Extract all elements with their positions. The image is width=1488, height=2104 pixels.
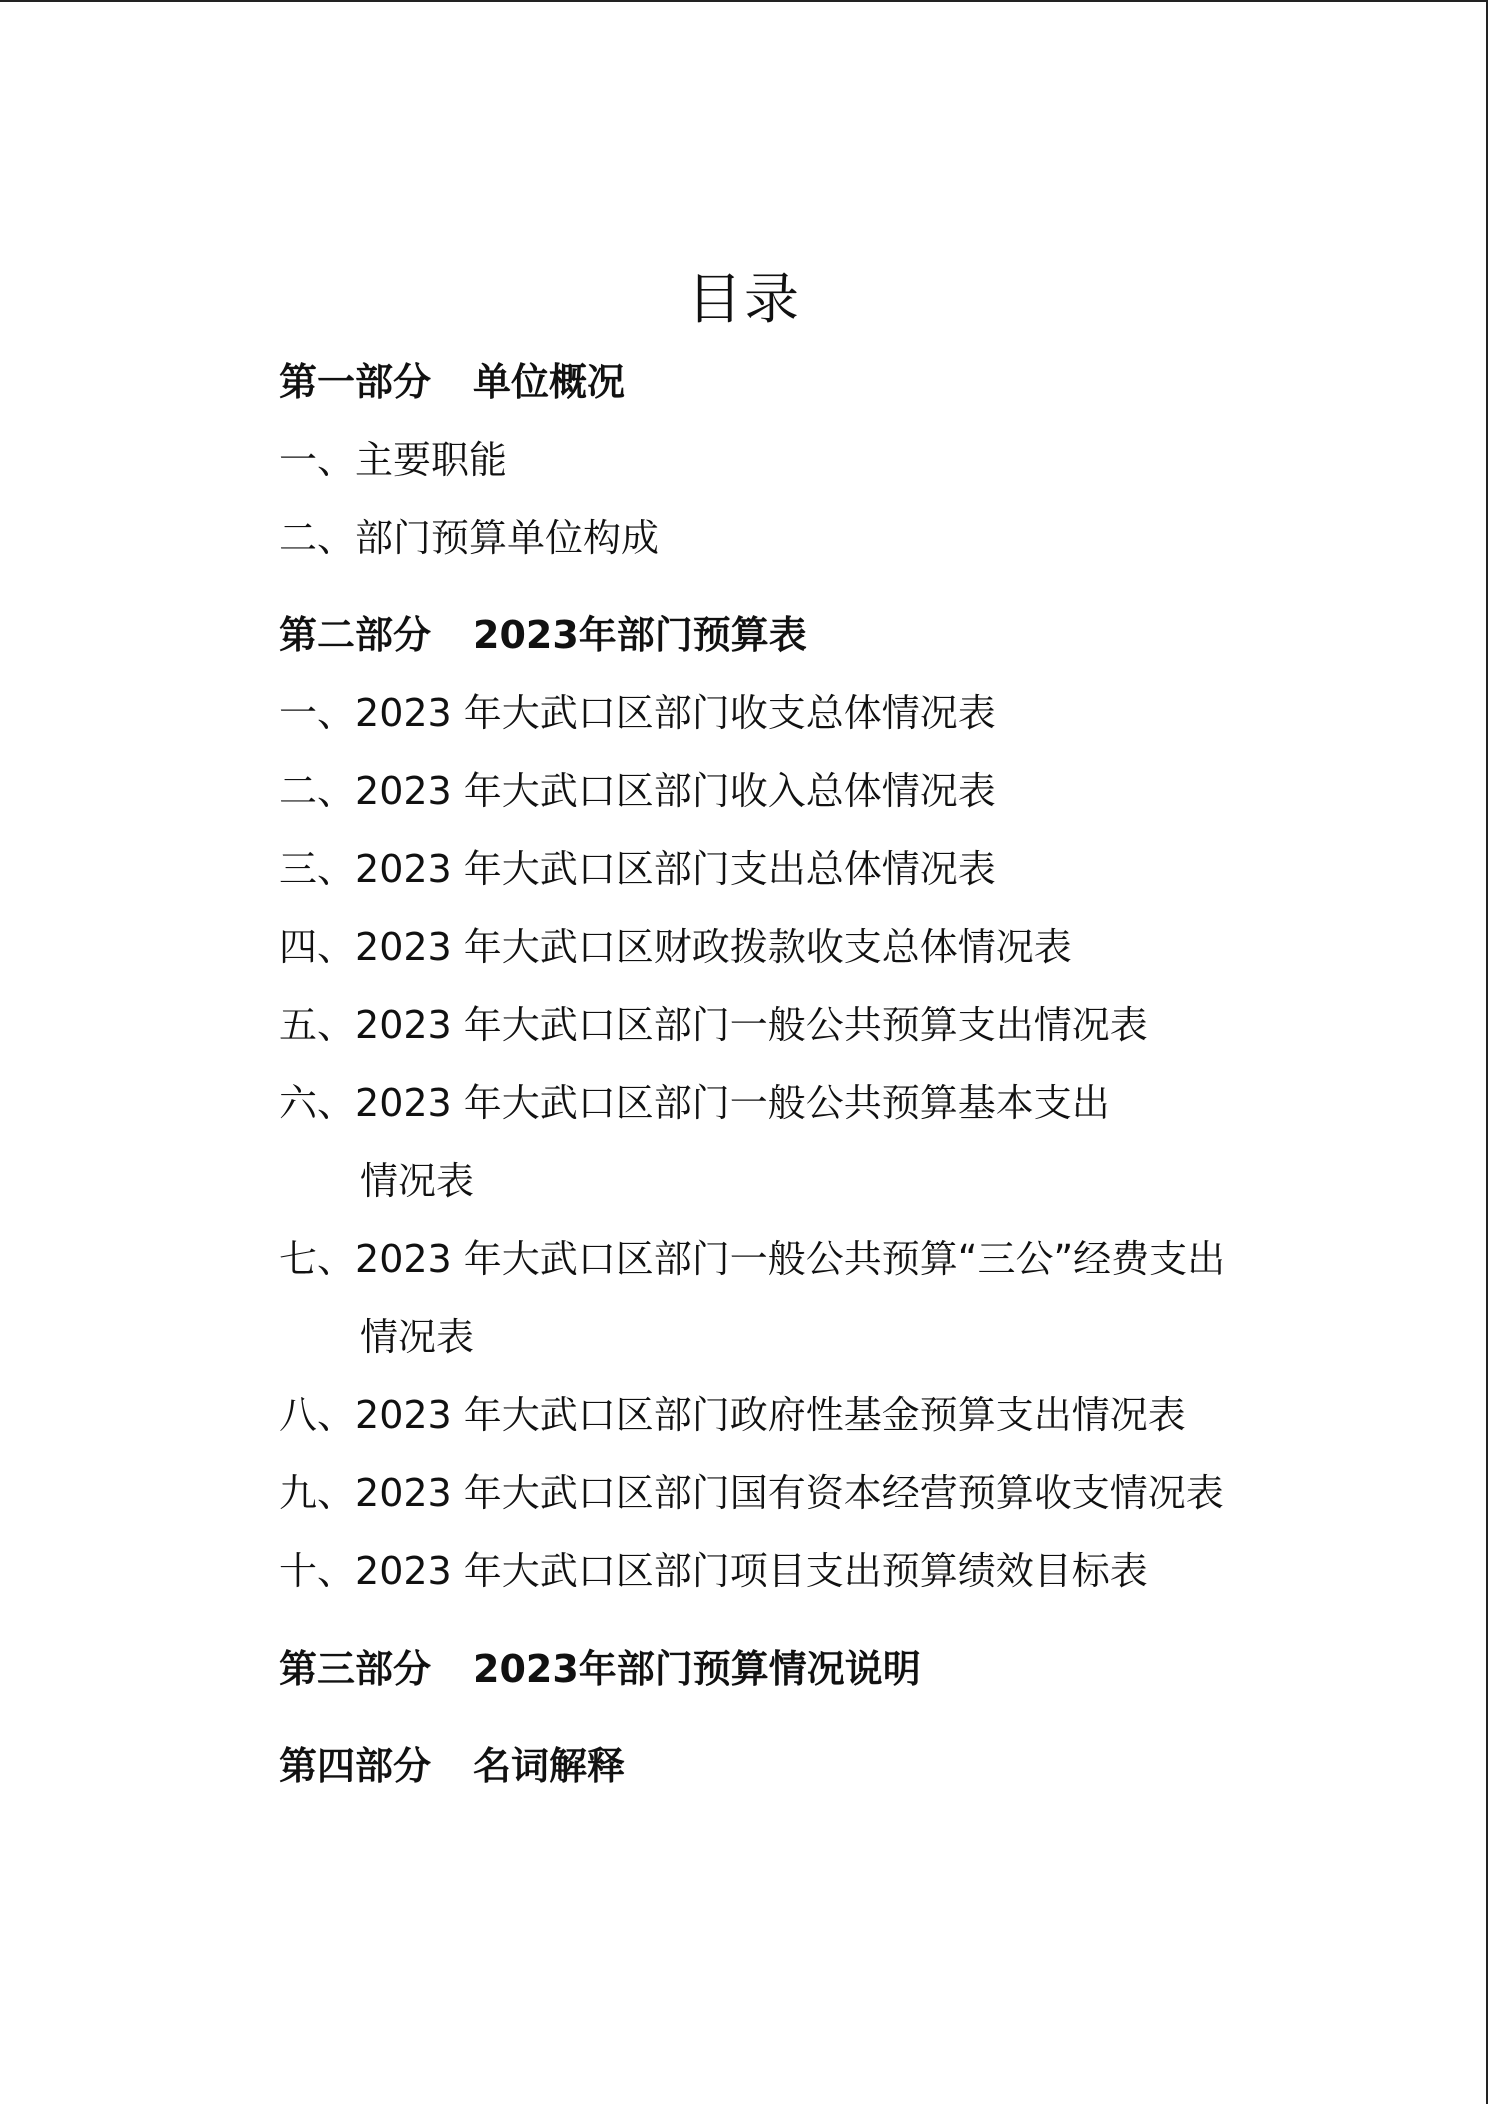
toc-part-text: 2023年部门预算情况说明 <box>473 1647 921 1691</box>
toc-item <box>279 1390 1186 1440</box>
toc-part-label: 第二部分 <box>279 613 432 657</box>
toc-item-text: 2023 年大武口区部门国有资本经营预算收支情况表 <box>355 1471 1224 1515</box>
toc-item <box>279 688 996 738</box>
toc-part-3 <box>279 1644 921 1694</box>
toc-item-label: 一、 <box>279 438 356 482</box>
toc-item-continuation: 情况表 <box>360 1315 475 1359</box>
toc-item <box>279 1546 1148 1596</box>
toc-part-text: 名词解释 <box>473 1744 626 1788</box>
toc-item <box>279 513 659 563</box>
toc-item <box>279 1000 1148 1050</box>
toc-part-4 <box>279 1741 625 1791</box>
toc-title: 目录 <box>686 267 801 331</box>
toc-item <box>279 1468 1224 1518</box>
toc-part-label: 第四部分 <box>279 1744 432 1788</box>
toc-item-text: 部门预算单位构成 <box>355 516 660 560</box>
toc-item-text: 2023 年大武口区部门一般公共预算支出情况表 <box>355 1003 1148 1047</box>
toc-item-text: 2023 年大武口区部门项目支出预算绩效目标表 <box>355 1549 1148 1593</box>
toc-item-label: 十、 <box>279 1549 356 1593</box>
toc-item <box>279 1234 1225 1284</box>
toc-item-label: 八、 <box>279 1393 356 1437</box>
toc-item-label: 九、 <box>279 1471 356 1515</box>
toc-item-text: 2023 年大武口区财政拨款收支总体情况表 <box>355 925 1072 969</box>
toc-part-2 <box>279 610 807 660</box>
toc-item <box>279 435 507 485</box>
toc-item-text: 2023 年大武口区部门支出总体情况表 <box>355 847 996 891</box>
toc-item-label: 二、 <box>279 769 356 813</box>
toc-item-label: 五、 <box>279 1003 356 1047</box>
toc-item <box>279 766 996 816</box>
toc-part-text: 2023年部门预算表 <box>473 613 807 657</box>
toc-item-continuation: 情况表 <box>360 1159 475 1203</box>
toc-item-text: 2023 年大武口区部门收支总体情况表 <box>355 691 996 735</box>
toc-item-label: 一、 <box>279 691 356 735</box>
toc-item-text: 2023 年大武口区部门收入总体情况表 <box>355 769 996 813</box>
toc-item <box>279 922 1072 972</box>
toc-item-text: 2023 年大武口区部门一般公共预算基本支出 <box>355 1081 1110 1125</box>
toc-part-label: 第一部分 <box>279 360 432 404</box>
toc-item-text: 2023 年大武口区部门一般公共预算“三公”经费支出 <box>355 1237 1226 1281</box>
toc-part-text: 单位概况 <box>473 360 626 404</box>
toc-item-label: 四、 <box>279 925 356 969</box>
toc-part-label: 第三部分 <box>279 1647 432 1691</box>
toc-item-text: 主要职能 <box>355 438 508 482</box>
toc-item-label: 六、 <box>279 1081 356 1125</box>
toc-part-1 <box>279 357 625 407</box>
toc-item-text: 2023 年大武口区部门政府性基金预算支出情况表 <box>355 1393 1186 1437</box>
toc-item <box>279 1078 1110 1128</box>
toc-item-label: 三、 <box>279 847 356 891</box>
toc-item-label: 二、 <box>279 516 356 560</box>
toc-item-label: 七、 <box>279 1237 356 1281</box>
toc-item <box>279 844 996 894</box>
